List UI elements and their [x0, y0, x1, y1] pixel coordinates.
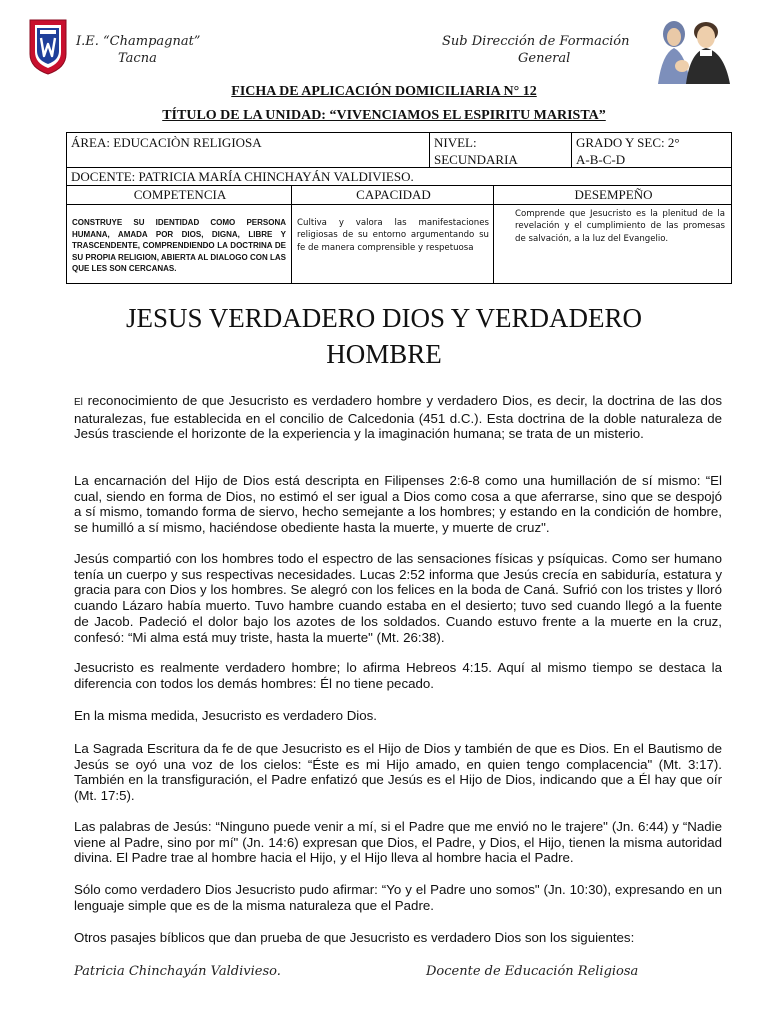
- main-title-line2: HOMBRE: [326, 339, 442, 369]
- paragraph-1-text: reconocimiento de que Jesucristo es verdadero hombre y verdadero Dios, es decir, la doctrina de las dos naturalezas, fue establecida en el concilio de Calcedonia (451 d.C.). Esta doctrina de la doble naturaleza de Jesús trasciende el horizonte de la experiencia y la imaginación humana; se trata de un misterio.: [74, 393, 722, 442]
- paragraph-3: Jesús compartió con los hombres todo el espectro de las sensaciones físicas y psíquicas. Como ser humano tenía un cuerpo y sus respectivas necesidades. Lucas 2:52 informa que Jesús crecía en sabiduría, estatura y gracia para con Dios y los hombres. Se alegró con los felices en la boda de Caná. Sufrió con los tristes y lloró cuando Lázaro había muerto. Tuvo hambre cuando estaba en el desierto; tuvo sed cuando llegó a la fuente de Jacob. Padeció el dolor bajo los azotes de los soldados. Cuando estuvo frente a la muerte en la cruz, confesó: “Mi alma está muy triste, hasta la muerte" (Mt. 26:38).: [74, 551, 722, 645]
- main-title: [0, 300, 768, 372]
- paragraph-7: Las palabras de Jesús: “Ninguno puede venir a mí, si el Padre que me envió no le trajere" (Jn. 6:44) y “Nadie viene al Padre, sino por mí" (Jn. 14:6) expresan que Dios, el Padre, y Dios, el Hijo, tienen la misma autoridad divina. El Padre trae al hombre hacia el Hijo, y el Hijo lleva al hombre hacia el Padre.: [74, 819, 722, 866]
- saints-illustration: [652, 14, 732, 84]
- paragraph-8: Sólo como verdadero Dios Jesucristo pudo afirmar: “Yo y el Padre uno somos" (Jn. 10:30), expresando en un lenguaje simple que es de la misma naturaleza que el Padre.: [74, 882, 722, 913]
- docente-label: DOCENTE: PATRICIA MARÍA CHINCHAYÁN VALDIVIESO.: [71, 169, 414, 184]
- paragraph-1: [74, 393, 722, 442]
- desempeno-cell: [493, 204, 732, 284]
- paragraph-5: En la misma medida, Jesucristo es verdadero Dios.: [74, 708, 377, 723]
- unit-title: TÍTULO DE LA UNIDAD: “VIVENCIAMOS EL ESPIRITU MARISTA”: [162, 108, 606, 123]
- school-city: Tacna: [118, 51, 157, 66]
- paragraph-6: La Sagrada Escritura da fe de que Jesucristo es el Hijo de Dios y también de que es Dios. En el Bautismo de Jesús se oyó una voz de los cielos: “Éste es mi Hijo amado, en quien tengo complacencia" (Mt. 3:17). También en la transfiguración, el Padre enfatizó que Jesús es el Hijo de Dios, indicando que a Él hay que oír (Mt. 17:5).: [74, 741, 722, 804]
- capacidad-cell: [291, 204, 494, 284]
- info-table: [66, 132, 732, 284]
- paragraph-4: Jesucristo es realmente verdadero hombre; lo afirma Hebreos 4:15. Aquí al mismo tiempo se destaca la diferencia con todos los demás hombres: Él no tiene pecado.: [74, 660, 722, 691]
- paragraph-1-first-word: El: [74, 397, 83, 408]
- grado-value: A-B-C-D: [576, 152, 626, 167]
- capacidad-header-cell: [291, 185, 494, 205]
- grado-cell: [571, 132, 732, 168]
- competencia-header-cell: [66, 185, 292, 205]
- competencia-text: CONSTRUYE SU IDENTIDAD COMO PERSONA HUMANA, AMADA POR DIOS, DIGNA, LIBRE Y TRASCENDENTE, COMPRENDIENDO LA DOCTRINA DE SU PROPIA RELIGION, ABIERTA AL DIALOGO CON LAS QUE LES SON CERCANAS.: [72, 218, 286, 273]
- desempeno-header: DESEMPEÑO: [574, 187, 653, 202]
- main-title-line1: JESUS VERDADERO DIOS Y VERDADERO: [125, 303, 643, 333]
- competencia-cell: [66, 204, 292, 284]
- area-cell: [66, 132, 430, 168]
- sub-direccion-line1: Sub Dirección de Formación: [442, 34, 630, 49]
- footer-role: Docente de Educación Religiosa: [426, 964, 639, 979]
- capacidad-header: CAPACIDAD: [356, 187, 431, 202]
- capacidad-text: Cultiva y valora las manifestaciones religiosas de su entorno argumentando su fe de manera comprensible y respetuosa: [297, 218, 489, 253]
- area-label: ÁREA: EDUCACIÒN RELIGIOSA: [71, 135, 262, 150]
- paragraph-9: Otros pasajes bíblicos que dan prueba de que Jesucristo es verdadero Dios son los siguientes:: [74, 930, 635, 945]
- nivel-value: SECUNDARIA: [434, 152, 518, 167]
- ficha-title: FICHA DE APLICACIÓN DOMICILIARIA N° 12: [231, 84, 537, 99]
- school-name: I.E. “Champagnat”: [76, 34, 201, 49]
- sub-direccion-line2: General: [518, 51, 571, 66]
- school-logo: [26, 16, 70, 76]
- competencia-header: COMPETENCIA: [133, 187, 227, 202]
- nivel-cell: [429, 132, 572, 168]
- footer-author: Patricia Chinchayán Valdivieso.: [74, 964, 281, 979]
- docente-cell: [66, 167, 732, 186]
- desempeno-text: Comprende que Jesucristo es la plenitud de la revelación y el cumplimiento de las promesas de salvación, a la luz del Evangelio.: [515, 209, 725, 244]
- grado-label: GRADO Y SEC: 2°: [576, 135, 680, 150]
- paragraph-2: La encarnación del Hijo de Dios está descripta en Filipenses 2:6-8 como una humillación de sí mismo: “El cual, siendo en forma de Dios, no estimó el ser igual a Dios como cosa a que aferrarse, sino que se despojó a sí mismo, tomando forma de siervo, hecho semejante a los hombres; y estando en la condición de hombre, se humilló a sí mismo, haciéndose obediente hasta la muerte, y muerte de cruz".: [74, 473, 722, 536]
- nivel-label: NIVEL:: [434, 135, 477, 150]
- desempeno-header-cell: [493, 185, 732, 205]
